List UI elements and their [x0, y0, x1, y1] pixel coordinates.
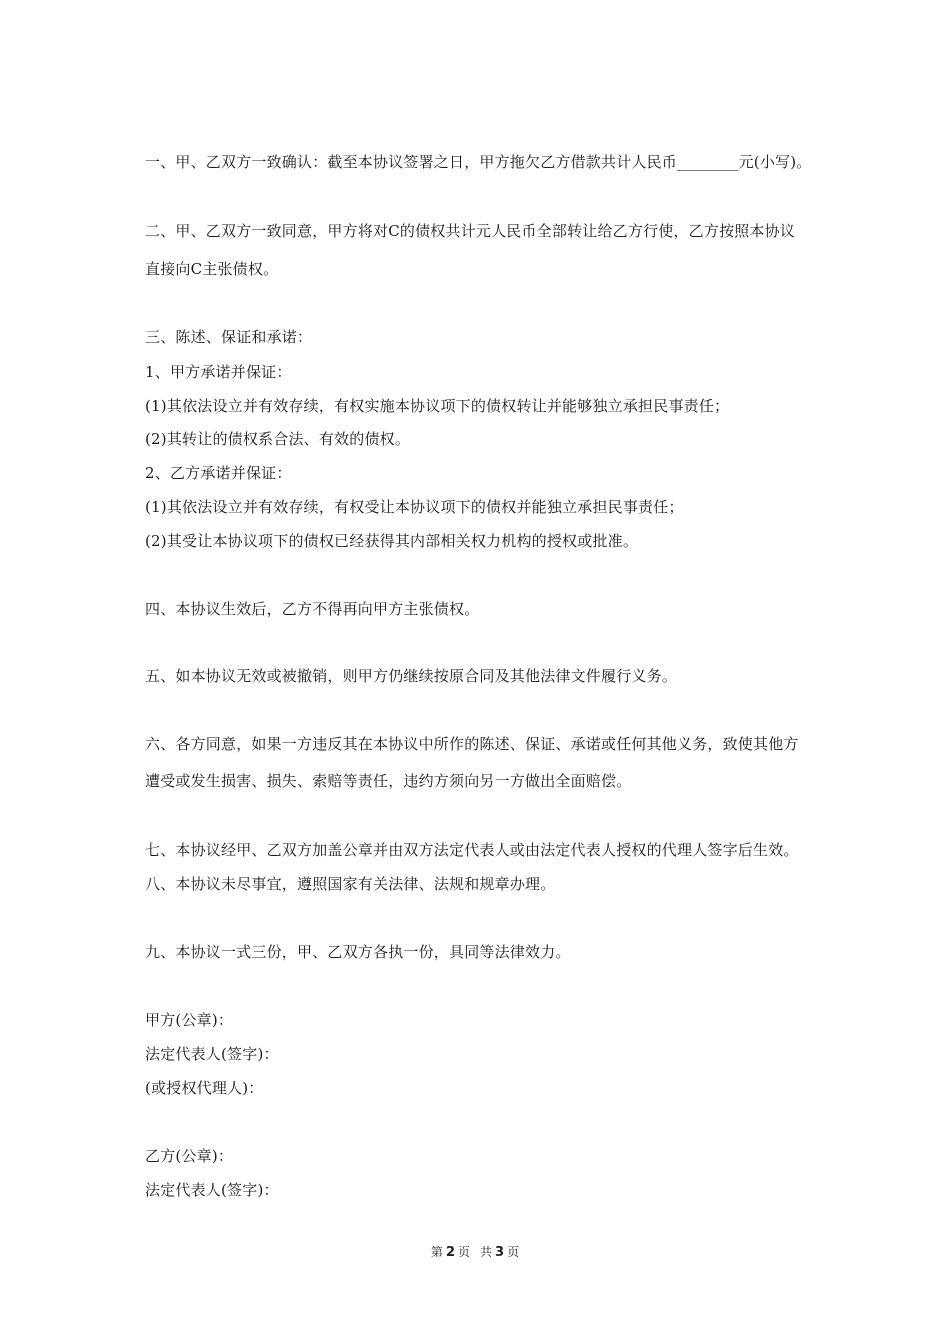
clause-2-line-1: 二、甲、乙双方一致同意，甲方将对C的债权共计元人民币全部转让给乙方行使，乙方按照本协议 — [145, 222, 796, 240]
clause-6-line-2: 遭受或发生损害、损失、索赔等责任，违约方须向另一方做出全面赔偿。 — [145, 772, 632, 790]
clause-3-1-item-1: (1)其依法设立并有效存续，有权实施本协议项下的债权转让并能够独立承担民事责任； — [145, 397, 730, 415]
clause-6-line-1: 六、各方同意，如果一方违反其在本协议中所作的陈述、保证、承诺或任何其他义务，致使其他方 — [145, 735, 799, 753]
clause-7: 七、本协议经甲、乙双方加盖公章并由双方法定代表人或由法定代表人授权的代理人签字后生效。 — [145, 841, 799, 859]
party-b-representative: 法定代表人(签字)： — [145, 1181, 279, 1199]
clause-3-2-item-2: (2)其受让本协议项下的债权已经获得其内部相关权力机构的授权或批准。 — [145, 532, 639, 550]
party-a-representative: 法定代表人(签字)： — [145, 1045, 279, 1063]
total-pages-number: 3 — [495, 1245, 505, 1260]
clause-3-2-item-1: (1)其依法设立并有效存续，有权受让本协议项下的债权并能独立承担民事责任； — [145, 498, 684, 516]
page-footer — [0, 1244, 950, 1261]
clause-1: 一、甲、乙双方一致确认：截至本协议签署之日，甲方拖欠乙方借款共计人民币________元(小写)。 — [145, 153, 812, 171]
clause-3-1-heading: 1、甲方承诺并保证： — [145, 363, 292, 381]
clause-3-1-item-2: (2)其转让的债权系合法、有效的债权。 — [145, 430, 411, 448]
clause-3-2-heading: 2、乙方承诺并保证： — [145, 464, 292, 482]
party-b-seal: 乙方(公章)： — [145, 1147, 234, 1165]
clause-2-line-2: 直接向C主张债权。 — [145, 260, 279, 278]
footer-prefix: 第 — [430, 1245, 443, 1259]
footer-page-unit: 页 — [457, 1245, 470, 1259]
clause-4: 四、本协议生效后，乙方不得再向甲方主张债权。 — [145, 600, 480, 618]
clause-3-heading: 三、陈述、保证和承诺： — [145, 328, 313, 346]
current-page-number: 2 — [445, 1245, 455, 1260]
clause-8: 八、本协议未尽事宜，遵照国家有关法律、法规和规章办理。 — [145, 875, 556, 893]
clause-9: 九、本协议一式三份，甲、乙双方各执一份，具同等法律效力。 — [145, 943, 571, 961]
party-a-agent: (或授权代理人)： — [145, 1079, 264, 1097]
party-a-seal: 甲方(公章)： — [145, 1011, 234, 1029]
clause-5: 五、如本协议无效或被撤销，则甲方仍继续按原合同及其他法律文件履行义务。 — [145, 667, 678, 685]
footer-total-unit: 页 — [507, 1245, 520, 1259]
footer-total-prefix: 共 — [480, 1245, 493, 1259]
